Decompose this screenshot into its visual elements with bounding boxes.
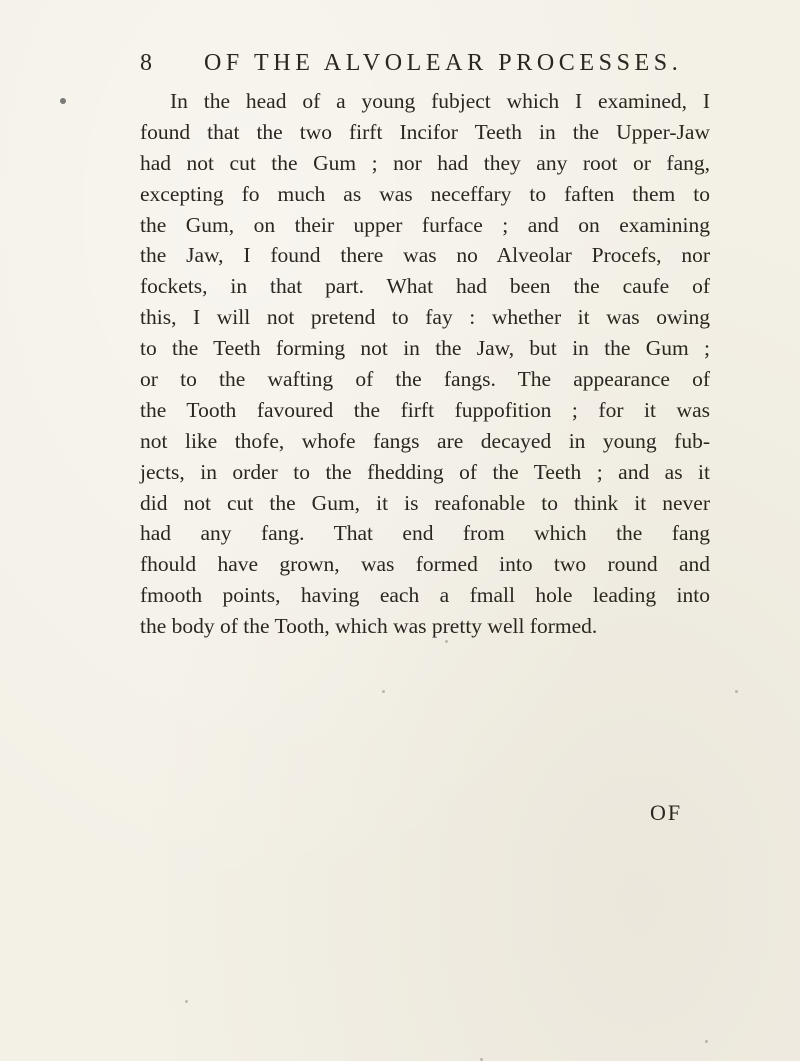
paper-speck xyxy=(445,640,448,643)
running-head-title: OF THE ALVOLEAR PROCESSES. xyxy=(204,50,683,76)
text-line: In the head of a young fubject which I examined, I xyxy=(170,89,710,113)
text-line: fhould have grown, was formed into two round and xyxy=(140,552,710,577)
paper-speck xyxy=(382,690,385,693)
text-line: or to the wafting of the fangs. The appearance of xyxy=(140,367,710,392)
text-line: this, I will not pretend to fay : whether it was owing xyxy=(140,305,710,330)
text-line: the Gum, on their upper furface ; and on examining xyxy=(140,212,710,237)
text-line: fmooth points, having each a fmall hole leading into xyxy=(140,583,710,608)
text-line: had any fang. That end from which the fang xyxy=(140,521,710,546)
text-line: found that the two firft Incifor Teeth in the Upper-Jaw xyxy=(140,119,710,144)
paper-speck xyxy=(185,1000,188,1003)
text-line: fockets, in that part. What had been the caufe of xyxy=(140,274,710,299)
page-number: 8 xyxy=(140,50,153,76)
catchword: OF xyxy=(650,800,683,825)
body-paragraph xyxy=(140,86,710,642)
running-head xyxy=(140,50,700,82)
text-line: did not cut the Gum, it is reafonable to think it never xyxy=(140,490,710,515)
text-line: the Tooth favoured the firft fuppofition ; for it was xyxy=(140,397,710,422)
paper-speck xyxy=(735,690,738,693)
text-line: jects, in order to the fhedding of the Teeth ; and as it xyxy=(140,459,710,484)
paper-speck xyxy=(60,98,66,104)
text-line: to the Teeth forming not in the Jaw, but in the Gum ; xyxy=(140,336,710,361)
text-line: excepting fo much as was neceffary to faften them to xyxy=(140,181,710,206)
text-line: not like thofe, whofe fangs are decayed in young fub- xyxy=(140,428,710,453)
paper-speck xyxy=(705,1040,708,1043)
text-line: the body of the Tooth, which was pretty well formed. xyxy=(140,614,598,639)
text-line: the Jaw, I found there was no Alveolar Procefs, nor xyxy=(140,243,710,268)
text-line: had not cut the Gum ; nor had they any root or fang, xyxy=(140,150,710,175)
